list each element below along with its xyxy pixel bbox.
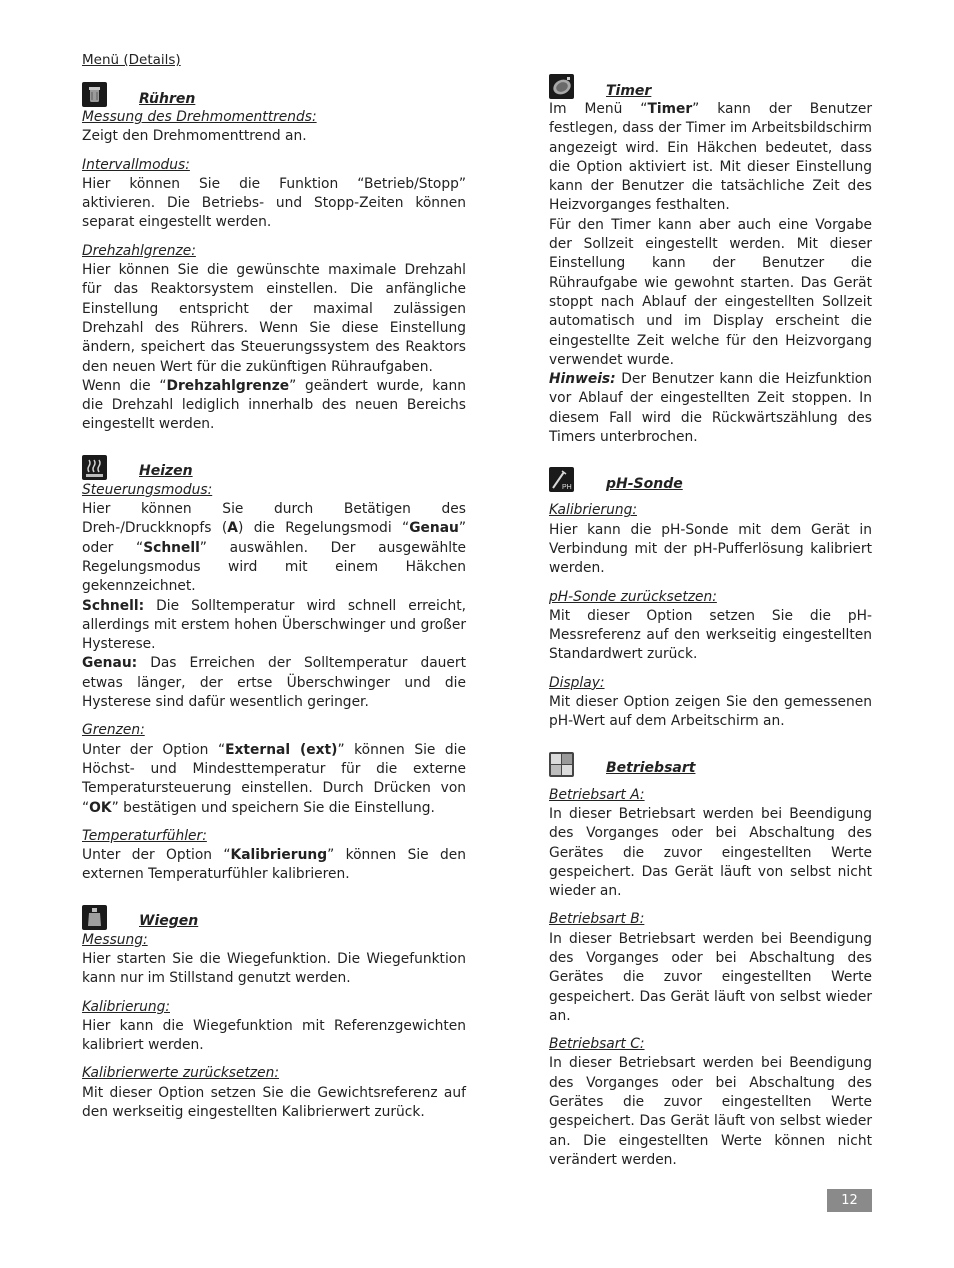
- section-timer: [549, 72, 872, 447]
- stirrer-icon: [82, 82, 107, 107]
- section-title: Heizen: [139, 463, 193, 480]
- paragraph: Unter der Option “Kalibrierung” können Sie den externen Temperaturfühler kalibrieren.: [82, 847, 466, 883]
- subsection-title: Intervallmodus:: [82, 156, 190, 173]
- section-title: Timer: [606, 82, 652, 99]
- paragraph: Hier starten Sie die Wiegefunktion. Die Wiegefunktion kann nur im Stillstand genutzt werden.: [82, 950, 466, 987]
- paragraph: Hier können Sie die Funktion “Betrieb/Stopp” aktivieren. Die Betriebs- und Stopp-Zeiten können separat eingestellt werden.: [82, 175, 466, 231]
- section-heading: [82, 453, 466, 480]
- paragraph: Hier kann die pH-Sonde mit dem Gerät in Verbindung mit der pH-Pufferlösung kalibriert werden.: [549, 521, 872, 577]
- section-heading: [549, 72, 872, 99]
- paragraph: In dieser Betriebsart werden bei Beendigung des Vorganges oder bei Abschaltung des Gerätes die zuvor eingestellten Werte gespeichert. Das Gerät läuft von selbst wieder an.: [549, 930, 872, 1024]
- paragraph: Wenn die “Drehzahlgrenze” geändert wurde, kann die Drehzahl lediglich innerhalb des neuen Bereichs eingestellt werden.: [82, 377, 467, 433]
- svg-text:PH: PH: [562, 484, 572, 492]
- subsection-title: Messung:: [82, 931, 148, 948]
- section-title: Wiegen: [139, 913, 199, 930]
- section-title: pH-Sonde: [606, 476, 683, 493]
- paragraph: Hier können Sie die gewünschte maximale Drehzahl für das Reaktorsystem einstellen. Die anfängliche Einstellung entspricht der maximal zulässigen Drehzahl des Rührers. Wenn Sie diese Einstellung ändern, speichert das Steuerungssystem des Reaktors den neuen Wert für die zukünftigen Rühraufgaben.: [82, 262, 466, 375]
- subsection-title: Display:: [549, 674, 605, 691]
- subsection-title: Kalibrierwerte zurücksetzen:: [82, 1065, 280, 1082]
- paragraph: Mit dieser Option setzen Sie die pH-Messreferenz auf den werkseitig eingestellten Standardwert zurück.: [549, 607, 872, 663]
- paragraph: Unter der Option “External (ext)” können Sie die Höchst- und Mindesttemperatur für die externe Temperatursteuerung einstellen. Durch Drücken von “OK” bestätigen und speichern Sie die Einstellung.: [82, 741, 467, 816]
- paragraph: In dieser Betriebsart werden bei Beendigung des Vorganges oder bei Abschaltung des Gerätes die zuvor eingestellten Werte gespeichert. Das Gerät läuft von selbst nicht wieder an.: [549, 805, 872, 900]
- right-column: [549, 72, 872, 1186]
- page-number: 12: [827, 1189, 872, 1212]
- section-title: Betriebsart: [606, 760, 696, 777]
- paragraph: In dieser Betriebsart werden bei Beendigung des Vorganges oder bei Abschaltung des Gerätes die zuvor eingestellten Werte gespeichert. Das Gerät läuft von selbst wieder an. Die eingestellten Werte können nicht verändert werden.: [549, 1055, 872, 1168]
- section-heizen: [82, 453, 466, 885]
- subsection-title: Kalibrierung:: [549, 502, 637, 519]
- section-heading: [82, 80, 466, 107]
- section-heading: [549, 465, 872, 492]
- paragraph: Zeigt den Drehmomenttrend an.: [82, 128, 307, 145]
- paragraph: Im Menü “Timer” kann der Benutzer festlegen, dass der Timer im Arbeitsbildschirm angezeigt wird. Ein Häkchen bedeutet, dass die Option aktiviert ist. Mit dieser Einstellung kann der Benutzer die tatsächliche Zeit des Heizvorganges festhalten.: [549, 101, 873, 214]
- paragraph: Hier können Sie durch Betätigen des Dreh-/Druckknopfs (A) die Regelungsmodi “Genau” oder “Schnell” auswählen. Der ausgewählte Regelungsmodus wird mit einem Häkchen gekennzeichnet.: [82, 501, 467, 595]
- section-ruhren: [82, 80, 466, 435]
- page-header: Menü (Details): [82, 52, 181, 68]
- subsection-title: Steuerungsmodus:: [82, 481, 213, 498]
- subsection-title: Betriebsart A:: [549, 786, 645, 803]
- paragraph: Mit dieser Option zeigen Sie den gemessenen pH-Wert auf dem Arbeitschirm an.: [549, 694, 872, 730]
- subsection-title: Messung des Drehmomenttrends:: [82, 109, 317, 125]
- subsection-title: Kalibrierung:: [82, 998, 170, 1015]
- section-title: Rühren: [139, 90, 196, 107]
- paragraph: Hinweis: Der Benutzer kann die Heizfunktion vor Ablauf der eingestellten Zeit stoppen. In diesem Fall wird die Rückwärtszählung des Timers unterbrochen.: [549, 371, 872, 446]
- mode-grid-icon: [549, 752, 574, 777]
- paragraph: Schnell: Die Solltemperatur wird schnell erreicht, allerdings mit erstem hohen Überschwinger und großer Hysterese.: [82, 597, 466, 653]
- subsection-title: Betriebsart C:: [549, 1036, 645, 1053]
- section-ph-sonde: [549, 465, 872, 731]
- ph-probe-icon: [549, 467, 574, 492]
- section-heading: [549, 750, 872, 777]
- section-heading: [82, 903, 466, 930]
- section-wiegen: [82, 903, 466, 1123]
- paragraph: Genau: Das Erreichen der Solltemperatur dauert etwas länger, der ertse Überschwinger und die Hysterese sind dafür wesentlich geringer.: [82, 655, 466, 711]
- section-betriebsart: [549, 750, 872, 1171]
- stopwatch-icon: [549, 74, 574, 99]
- left-column: [82, 80, 466, 1138]
- subsection-title: Betriebsart B:: [549, 911, 645, 928]
- subsection-title: Drehzahlgrenze:: [82, 242, 196, 259]
- paragraph: Hier kann die Wiegefunktion mit Referenzgewichten kalibriert werden.: [82, 1017, 466, 1054]
- paragraph: Für den Timer kann aber auch eine Vorgabe der Sollzeit eingestellt werden. Mit dieser Einstellung kann der Benutzer die Rühraufgabe wie gewohnt starten. Das Gerät stoppt nach Ablauf der eingestellten Sollzeit automatisch und im Display erscheint die eingestellte Zeit welche für den Heizvorgang verwendet wurde.: [549, 216, 872, 368]
- heating-icon: [82, 455, 107, 480]
- subsection-title: Grenzen:: [82, 722, 145, 739]
- paragraph: Mit dieser Option setzen Sie die Gewichtsreferenz auf den werkseitig eingestellten Kalibrierwert zurück.: [82, 1084, 466, 1121]
- subsection-title: Temperaturfühler:: [82, 827, 207, 844]
- subsection-title: pH-Sonde zurücksetzen:: [549, 588, 717, 605]
- weight-icon: [82, 905, 107, 930]
